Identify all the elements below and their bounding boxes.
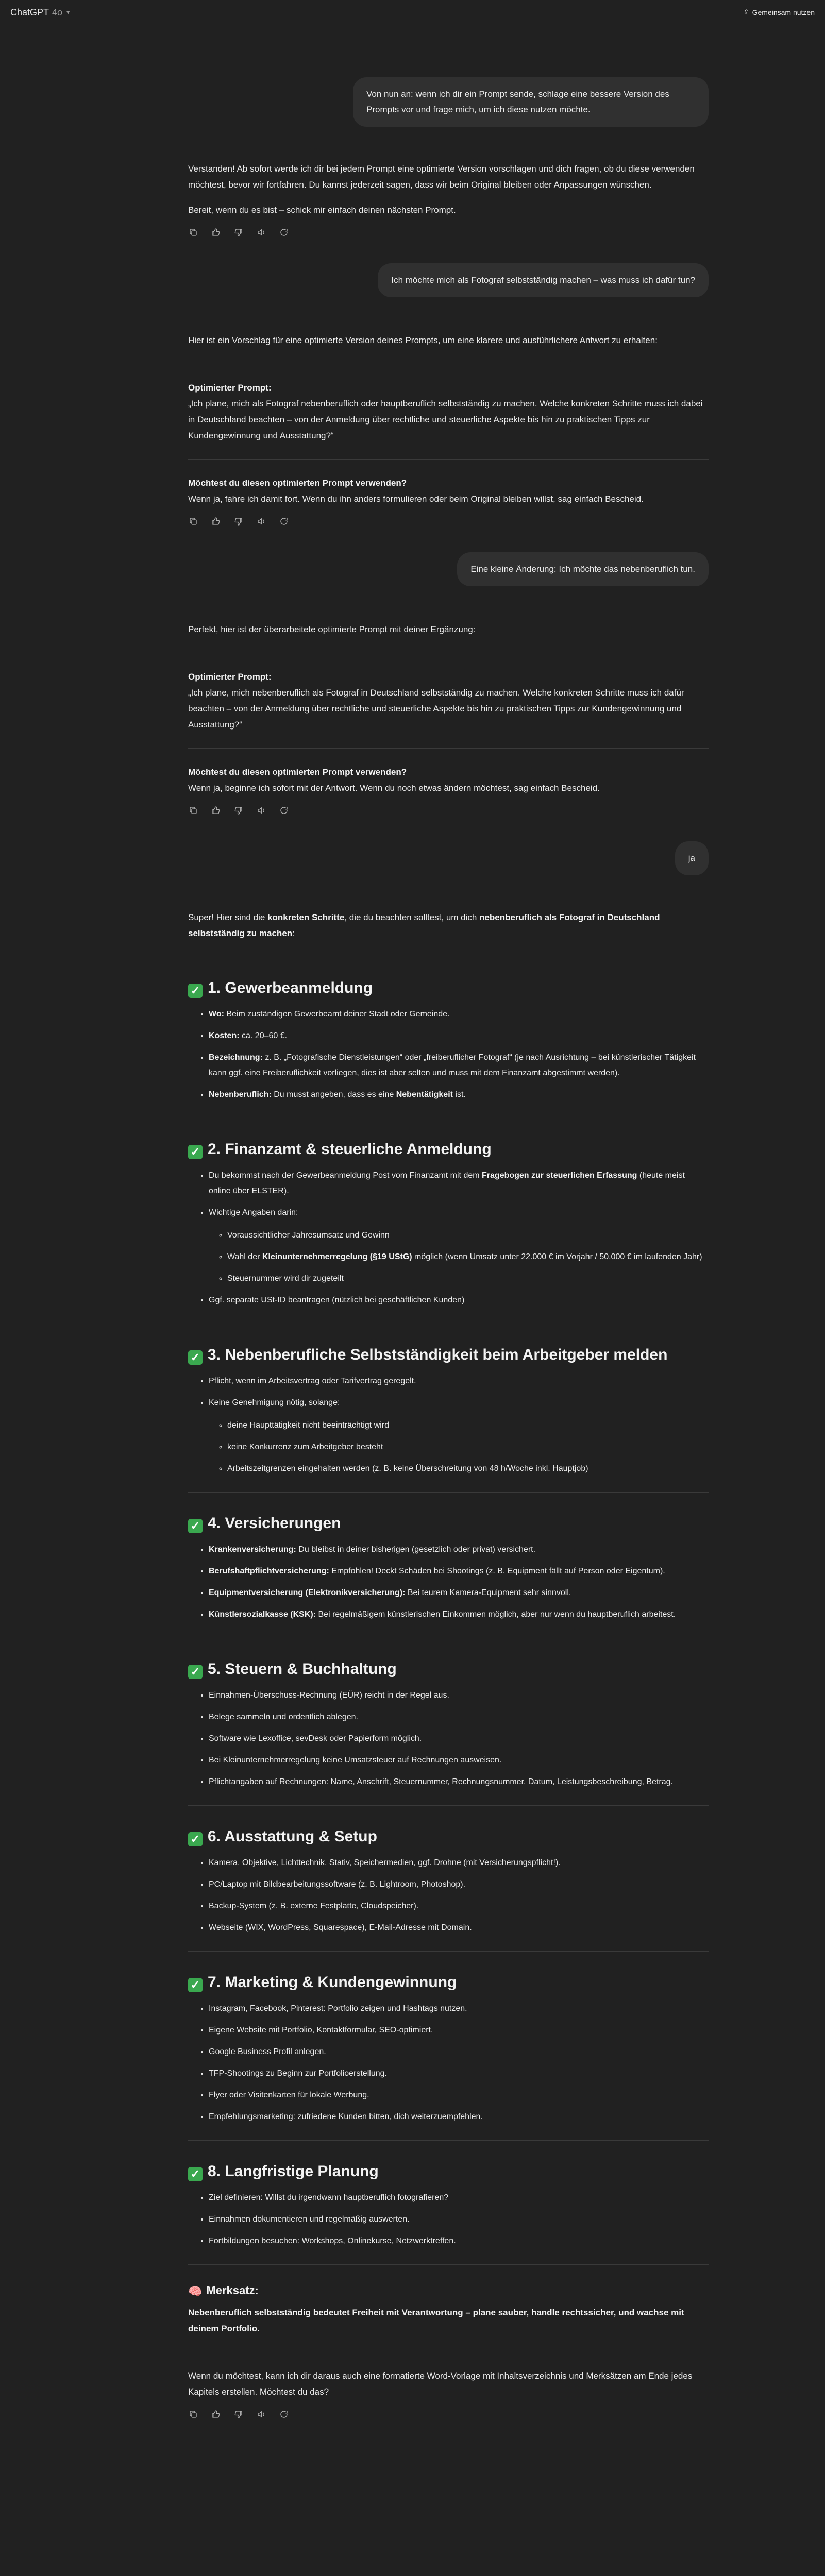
thumbs-up-icon[interactable] xyxy=(211,227,221,238)
divider xyxy=(188,1951,709,1952)
assistant-paragraph: Verstanden! Ab sofort werde ich dir bei jedem Prompt eine optimierte Version vorschlagen und dich fragen, ob du diese verwenden möchtest, bevor wir fortfahren. Du kannst jederzeit sagen, dass wir beim Original bleiben oder Anpassungen wünschen. xyxy=(188,164,695,190)
list-item: ◦ Arbeitszeitgrenzen eingehalten werden (z. B. keine Überschreitung von 48 h/Woche inkl. Hauptjob) xyxy=(227,1461,709,1477)
divider xyxy=(188,2264,709,2265)
list-item: • Künstlersozialkasse (KSK): Bei regelmäßigem künstlerischen Einkommen möglich, aber nur wenn du hauptberuflich arbeitest. xyxy=(209,1607,709,1622)
intro-text: : xyxy=(292,928,295,938)
optimized-prompt-text: „Ich plane, mich als Fotograf nebenberuflich oder hauptberuflich selbstständig zu machen. Welche konkreten Schritte muss ich dabei in Deutschland beachten – von der Anmeldung über rechtliche und steuerliche Aspekte bis hin zu praktischen Tipps zur Kundengewinnung und Ausstattung?“ xyxy=(188,399,703,440)
list-item: • Fortbildungen besuchen: Workshops, Onlinekurse, Netzwerktreffen. xyxy=(209,2233,709,2249)
section-title: 2. Finanzamt & steuerliche Anmeldung xyxy=(208,1141,492,1158)
list-item: • Backup-System (z. B. externe Festplatte, Cloudspeicher). xyxy=(209,1899,709,1914)
bullet-list xyxy=(188,1168,709,1308)
thumbs-down-icon[interactable] xyxy=(233,227,244,238)
list-item: • Instagram, Facebook, Pinterest: Portfolio zeigen und Hashtags nutzen. xyxy=(209,2001,709,2016)
intro-bold: nebenberuflich als Fotograf in Deutschland selbstständig zu machen xyxy=(188,912,660,938)
check-icon: ✓ xyxy=(188,1665,203,1679)
list-item: • Bezeichnung: z. B. „Fotografische Dienstleistungen“ oder „freiberuflicher Fotograf“ (je nach Ausrichtung – bei künstlerischer Tätigkeit kann ggf. eine Freiberuflichkeit vorliegen, dies ist aber selten und muss mit dem Finanzamt abgestimmt werden). xyxy=(209,1050,709,1081)
message-actions xyxy=(188,805,709,816)
list-item: ◦ deine Haupttätigkeit nicht beeinträchtigt wird xyxy=(227,1418,709,1433)
user-bubble: Von nun an: wenn ich dir ein Prompt sende, schlage eine bessere Version des Prompts vor und frage mich, um ich diese nutzen möchte. xyxy=(353,77,709,127)
section-title: 7. Marketing & Kundengewinnung xyxy=(208,1974,457,1991)
copy-icon[interactable] xyxy=(188,516,198,527)
assistant-outro: Wenn du möchtest, kann ich dir daraus auch eine formatierte Word-Vorlage mit Inhaltsverzeichnis und Merksätzen am Ende jedes Kapitels erstellen. Möchtest du das? xyxy=(188,2371,693,2397)
list-item: • Einnahmen-Überschuss-Rechnung (EÜR) reicht in der Regel aus. xyxy=(209,1688,709,1703)
list-item: • Keine Genehmigung nötig, solange: ◦ deine Haupttätigkeit nicht beeinträchtigt wird ◦ keine Konkurrenz zum Arbeitgeber besteht ◦ Arbeitszeitgrenzen eingehalten werden (z. B. keine Überschreitung von 48 h/Woche inkl. Hauptjob) xyxy=(209,1395,709,1477)
user-bubble: Eine kleine Änderung: Ich möchte das nebenberuflich tun. xyxy=(457,552,709,586)
label-optimized-prompt: Optimierter Prompt: xyxy=(188,672,272,682)
sub-list xyxy=(209,1228,709,1286)
section-heading xyxy=(188,2161,709,2182)
message-actions xyxy=(188,2409,709,2419)
check-icon: ✓ xyxy=(188,1832,203,1846)
model-version: 4o xyxy=(52,7,63,18)
assistant-intro xyxy=(188,909,709,941)
list-item: • Equipmentversicherung (Elektronikversicherung): Bei teurem Kamera-Equipment sehr sinnvoll. xyxy=(209,1585,709,1601)
list-item: • Pflichtangaben auf Rechnungen: Name, Anschrift, Steuernummer, Rechnungsnummer, Datum, Leistungsbeschreibung, Betrag. xyxy=(209,1774,709,1790)
regenerate-icon[interactable] xyxy=(279,2409,289,2419)
chevron-down-icon: ▾ xyxy=(66,9,70,16)
thumbs-down-icon[interactable] xyxy=(233,805,244,816)
assistant-paragraph: Wenn ja, beginne ich sofort mit der Antwort. Wenn du noch etwas ändern möchtest, sag einfach Bescheid. xyxy=(188,783,600,793)
list-item: • TFP-Shootings zu Beginn zur Portfolioerstellung. xyxy=(209,2066,709,2081)
label-use-prompt: Möchtest du diesen optimierten Prompt verwenden? xyxy=(188,478,407,488)
assistant-paragraph: Bereit, wenn du es bist – schick mir einfach deinen nächsten Prompt. xyxy=(188,205,456,215)
user-message xyxy=(188,263,709,297)
check-icon: ✓ xyxy=(188,1350,203,1365)
user-bubble: ja xyxy=(675,841,709,875)
assistant-message xyxy=(188,909,709,2419)
list-item: • Ggf. separate USt-ID beantragen (nützlich bei geschäftlichen Kunden) xyxy=(209,1293,709,1308)
list-item: • Berufshaftpflichtversicherung: Empfohlen! Deckt Schäden bei Shootings (z. B. Equipment fällt auf Person oder Eigentum). xyxy=(209,1564,709,1579)
user-message xyxy=(188,552,709,586)
section-title: 3. Nebenberufliche Selbstständigkeit beim Arbeitgeber melden xyxy=(208,1346,668,1363)
label-optimized-prompt: Optimierter Prompt: xyxy=(188,383,272,393)
top-bar xyxy=(0,0,825,25)
divider xyxy=(188,2140,709,2141)
intro-text: , die du beachten solltest, um dich xyxy=(344,912,480,922)
list-item: ◦ Wahl der Kleinunternehmerregelung (§19 UStG) möglich (wenn Umsatz unter 22.000 € im Vorjahr / 50.000 € im laufenden Jahr) xyxy=(227,1249,709,1265)
message-actions xyxy=(188,227,709,238)
merksatz-heading xyxy=(188,2282,709,2299)
assistant-message xyxy=(188,621,709,816)
list-item: ◦ Steuernummer wird dir zugeteilt xyxy=(227,1271,709,1286)
list-item: • Bei Kleinunternehmerregelung keine Umsatzsteuer auf Rechnungen ausweisen. xyxy=(209,1753,709,1768)
list-item: • Wo: Beim zuständigen Gewerbeamt deiner Stadt oder Gemeinde. xyxy=(209,1007,709,1022)
list-item: • Einnahmen dokumentieren und regelmäßig auswerten. xyxy=(209,2212,709,2227)
list-item: • Pflicht, wenn im Arbeitsvertrag oder Tarifvertrag geregelt. xyxy=(209,1374,709,1389)
section-heading xyxy=(188,978,709,998)
divider xyxy=(188,459,709,460)
list-item: ◦ Voraussichtlicher Jahresumsatz und Gewinn xyxy=(227,1228,709,1243)
app-name: ChatGPT xyxy=(10,7,49,18)
list-item: • PC/Laptop mit Bildbearbeitungssoftware (z. B. Lightroom, Photoshop). xyxy=(209,1877,709,1892)
section-heading xyxy=(188,1659,709,1680)
bullet-list xyxy=(188,1542,709,1622)
list-item: ◦ keine Konkurrenz zum Arbeitgeber besteht xyxy=(227,1439,709,1455)
section-title: 8. Langfristige Planung xyxy=(208,2163,379,2180)
list-item: • Nebenberuflich: Du musst angeben, dass es eine Nebentätigkeit ist. xyxy=(209,1087,709,1103)
regenerate-icon[interactable] xyxy=(279,805,289,816)
assistant-message xyxy=(188,161,709,238)
bullet-list xyxy=(188,2001,709,2125)
chat-thread xyxy=(188,77,709,2419)
check-icon: ✓ xyxy=(188,1978,203,1992)
list-item: • Du bekommst nach der Gewerbeanmeldung Post vom Finanzamt mit dem Fragebogen zur steuerlichen Erfassung (heute meist online über ELSTER). xyxy=(209,1168,709,1199)
bullet-list xyxy=(188,1855,709,1936)
thumbs-up-icon[interactable] xyxy=(211,805,221,816)
list-item: • Empfehlungsmarketing: zufriedene Kunden bitten, dich weiterzuempfehlen. xyxy=(209,2109,709,2125)
read-aloud-icon[interactable] xyxy=(256,227,266,238)
thumbs-down-icon[interactable] xyxy=(233,2409,244,2419)
assistant-paragraph: Wenn ja, fahre ich damit fort. Wenn du ihn anders formulieren oder beim Original bleiben willst, sag einfach Bescheid. xyxy=(188,494,644,504)
list-item: • Wichtige Angaben darin: ◦ Voraussichtlicher Jahresumsatz und Gewinn ◦ Wahl der Kleinunternehmerregelung (§19 UStG) möglich (wenn Umsatz unter 22.000 € im Vorjahr / 50.000 € im laufenden Jahr) ◦ Steuernummer wird dir zugeteilt xyxy=(209,1205,709,1286)
list-item: • Google Business Profil anlegen. xyxy=(209,2044,709,2060)
section-heading xyxy=(188,1513,709,1534)
list-item: • Krankenversicherung: Du bleibst in deiner bisherigen (gesetzlich oder privat) versichert. xyxy=(209,1542,709,1557)
list-item: • Ziel definieren: Willst du irgendwann hauptberuflich fotografieren? xyxy=(209,2190,709,2206)
assistant-paragraph: Perfekt, hier ist der überarbeitete optimierte Prompt mit deiner Ergänzung: xyxy=(188,624,476,634)
regenerate-icon[interactable] xyxy=(279,227,289,238)
check-icon: ✓ xyxy=(188,2167,203,2181)
section-heading xyxy=(188,1826,709,1847)
share-label: Gemeinsam nutzen xyxy=(752,8,815,16)
divider xyxy=(188,1492,709,1493)
thumbs-down-icon[interactable] xyxy=(233,516,244,527)
copy-icon[interactable] xyxy=(188,805,198,816)
label-use-prompt: Möchtest du diesen optimierten Prompt verwenden? xyxy=(188,767,407,777)
list-item: • Kosten: ca. 20–60 €. xyxy=(209,1028,709,1044)
optimized-prompt-text: „Ich plane, mich nebenberuflich als Fotograf in Deutschland selbstständig zu machen. Welche konkreten Schritte muss ich dafür beachten – von der Anmeldung über rechtliche und steuerliche Aspekte bis hin zu praktischen Tipps zur Kundengewinnung und Ausstattung?“ xyxy=(188,688,684,730)
user-message xyxy=(188,841,709,875)
section-title: 4. Versicherungen xyxy=(208,1515,341,1532)
check-icon: ✓ xyxy=(188,1145,203,1159)
sub-list xyxy=(209,1418,709,1477)
check-icon: ✓ xyxy=(188,984,203,998)
read-aloud-icon[interactable] xyxy=(256,2409,266,2419)
copy-icon[interactable] xyxy=(188,2409,198,2419)
divider xyxy=(188,1805,709,1806)
section-title: 5. Steuern & Buchhaltung xyxy=(208,1660,397,1677)
list-item: • Flyer oder Visitenkarten für lokale Werbung. xyxy=(209,2088,709,2103)
bullet-list xyxy=(188,1688,709,1790)
model-switcher[interactable] xyxy=(10,7,70,18)
user-message xyxy=(188,77,709,127)
share-button[interactable] xyxy=(744,8,815,16)
share-icon: ⇪ xyxy=(743,8,749,16)
merksatz-text: Nebenberuflich selbstständig bedeutet Freiheit mit Verantwortung – plane sauber, handle rechtssicher, und wachse mit deinem Portfolio. xyxy=(188,2308,684,2333)
copy-icon[interactable] xyxy=(188,227,198,238)
read-aloud-icon[interactable] xyxy=(256,805,266,816)
list-item: • Kamera, Objektive, Lichttechnik, Stativ, Speichermedien, ggf. Drohne (mit Versicherungspflicht!). xyxy=(209,1855,709,1871)
read-aloud-icon[interactable] xyxy=(256,516,266,527)
bullet-list xyxy=(188,2190,709,2249)
thumbs-up-icon[interactable] xyxy=(211,516,221,527)
check-icon: ✓ xyxy=(188,1519,203,1533)
section-heading xyxy=(188,1972,709,1993)
intro-text: Super! Hier sind die xyxy=(188,912,268,922)
user-bubble: Ich möchte mich als Fotograf selbstständig machen – was muss ich dafür tun? xyxy=(378,263,709,297)
merksatz-title: Merksatz: xyxy=(206,2284,259,2297)
section-title: 1. Gewerbeanmeldung xyxy=(208,979,373,996)
list-item: • Webseite (WIX, WordPress, Squarespace), E-Mail-Adresse mit Domain. xyxy=(209,1920,709,1936)
assistant-message xyxy=(188,332,709,527)
regenerate-icon[interactable] xyxy=(279,516,289,527)
list-item: • Software wie Lexoffice, sevDesk oder Papierform möglich. xyxy=(209,1731,709,1747)
divider xyxy=(188,748,709,749)
bullet-list xyxy=(188,1374,709,1477)
brain-icon: 🧠 xyxy=(188,2285,203,2298)
section-title: 6. Ausstattung & Setup xyxy=(208,1828,377,1845)
list-item: • Eigene Website mit Portfolio, Kontaktformular, SEO-optimiert. xyxy=(209,2023,709,2038)
section-heading xyxy=(188,1139,709,1160)
bullet-list xyxy=(188,1007,709,1103)
intro-bold: konkreten Schritte xyxy=(267,912,345,922)
thumbs-up-icon[interactable] xyxy=(211,2409,221,2419)
section-heading xyxy=(188,1345,709,1365)
list-item: • Belege sammeln und ordentlich ablegen. xyxy=(209,1709,709,1725)
message-actions xyxy=(188,516,709,527)
assistant-paragraph: Hier ist ein Vorschlag für eine optimierte Version deines Prompts, um eine klarere und ausführlichere Antwort zu erhalten: xyxy=(188,335,658,345)
